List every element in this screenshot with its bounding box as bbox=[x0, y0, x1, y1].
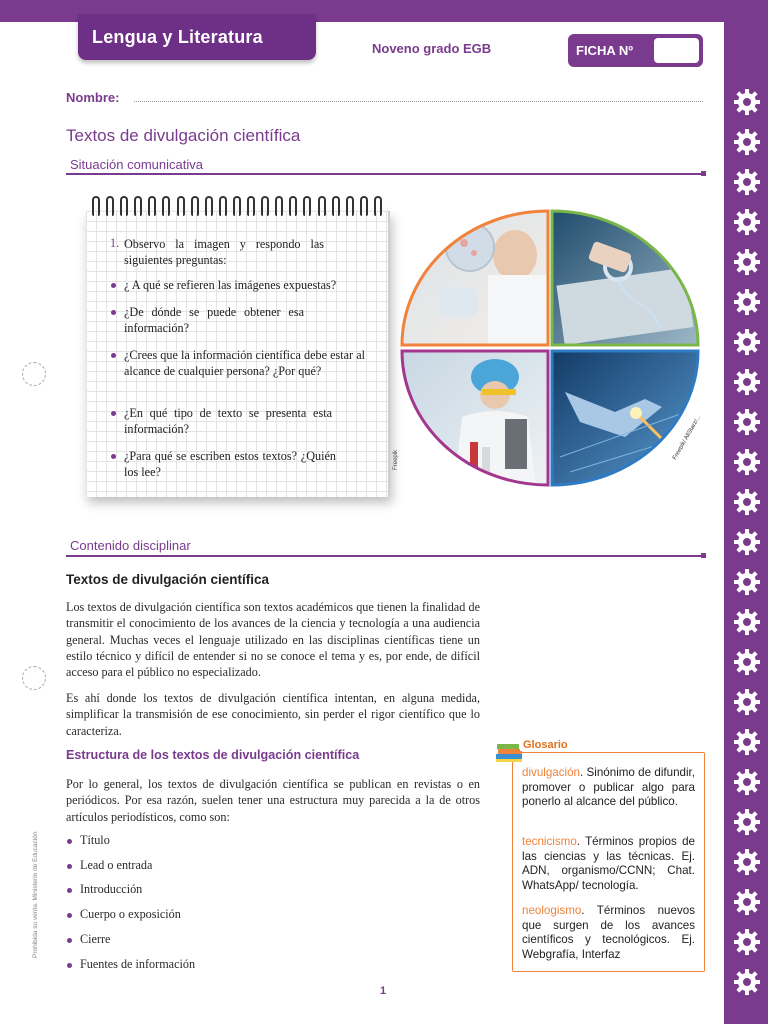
glossary-term: tecnicismo bbox=[522, 835, 577, 848]
glossary-definition: . Sinónimo de difundir, promover o publicar algo para ponerlo al alcance del público. bbox=[522, 766, 695, 809]
gear-icon bbox=[733, 368, 761, 396]
gear-icon bbox=[733, 128, 761, 156]
punch-hole bbox=[22, 666, 46, 690]
gear-icon bbox=[733, 928, 761, 956]
nombre-field[interactable] bbox=[134, 101, 703, 102]
gear-strip bbox=[724, 0, 768, 1024]
bullet bbox=[111, 411, 116, 416]
glossary-entry-neologismo bbox=[522, 904, 695, 962]
section-heading-situacion: Situación comunicativa bbox=[70, 157, 203, 172]
grade-label: Noveno grado EGB bbox=[372, 41, 492, 56]
photo-credit: Freepik/ AllStarz/... bbox=[672, 414, 703, 461]
section-heading-contenido: Contenido disciplinar bbox=[70, 538, 191, 553]
notebook-ring bbox=[346, 196, 354, 216]
gear-icon bbox=[733, 768, 761, 796]
paragraph-structure: Por lo general, los textos de divulgación científica se publican en revistas o en periódicos. Por esa razón, suelen tener una estructura muy parecida a la de otros artículos periodísticos, como son: bbox=[66, 777, 480, 824]
glossary-term: neologismo bbox=[522, 904, 582, 917]
gear-icon bbox=[733, 568, 761, 596]
ficha-label: FICHA Nº bbox=[576, 43, 633, 58]
question-item: ¿Crees que la información científica debe estar al alcance de cualquier persona? ¿Por qué? bbox=[124, 348, 365, 378]
glossary-entry-divulgacion bbox=[522, 766, 695, 810]
structure-item: Lead o entrada bbox=[80, 858, 153, 872]
question-item: ¿Para qué se escriben estos textos? ¿Quién los lee? bbox=[124, 449, 336, 479]
gear-icon bbox=[733, 88, 761, 116]
bullet bbox=[111, 454, 116, 459]
notebook-ring bbox=[219, 196, 227, 216]
gear-icon bbox=[733, 688, 761, 716]
gear-icon bbox=[733, 488, 761, 516]
gear-icon bbox=[733, 168, 761, 196]
bullet bbox=[111, 283, 116, 288]
structure-item: Fuentes de información bbox=[80, 957, 196, 971]
notebook-ring bbox=[247, 196, 255, 216]
structure-item: Cuerpo o exposición bbox=[80, 907, 181, 921]
notebook-ring bbox=[134, 196, 142, 216]
notebook-ring bbox=[148, 196, 156, 216]
structure-item: Introducción bbox=[80, 882, 143, 896]
paragraph-purpose: Es ahí donde los textos de divulgación científica intentan, en alguna medida, simplificar la transmisión de ese conocimiento, sin perder el rigor científico que lo caracteriza. bbox=[66, 691, 480, 738]
gear-icon bbox=[733, 968, 761, 996]
question-item: ¿De dónde se puede obtener esa información? bbox=[124, 305, 304, 335]
notebook-ring bbox=[191, 196, 199, 216]
page-title: Textos de divulgación científica bbox=[66, 126, 301, 145]
activity-intro: Observo la imagen y respondo las siguientes preguntas: bbox=[124, 237, 324, 267]
gear-icon bbox=[733, 608, 761, 636]
glossary-entry-tecnicismo bbox=[522, 835, 695, 893]
paragraph-definition: Los textos de divulgación científica son textos académicos que tienen la finalidad de transmitir el conocimiento de los avances de la ciencia y tecnología a una audiencia general. Muchas veces el lenguaje utilizado en las disciplinas científicas tiene un estilo técnico y difícil de entender si no se conoce el tema y es, por ende, de difícil acceso para el público no especializado. bbox=[66, 600, 480, 680]
section-divider bbox=[66, 555, 703, 557]
structure-item: Título bbox=[80, 833, 110, 847]
notebook-ring bbox=[106, 196, 114, 216]
activity-number: 1. bbox=[110, 236, 120, 250]
notebook-ring bbox=[275, 196, 283, 216]
gear-icon bbox=[733, 248, 761, 276]
notebook-ring bbox=[92, 196, 100, 216]
copyright-note: Prohibida su venta. Ministerio de Educación bbox=[32, 831, 39, 958]
notebook-ring bbox=[177, 196, 185, 216]
notebook-ring bbox=[318, 196, 326, 216]
page-number: 1 bbox=[380, 985, 387, 997]
bullet bbox=[111, 310, 116, 315]
gear-icon bbox=[733, 808, 761, 836]
bullet bbox=[67, 913, 72, 918]
notebook-credit: Freepik bbox=[393, 449, 399, 470]
ficha-badge bbox=[568, 34, 703, 67]
notebook-ring bbox=[261, 196, 269, 216]
notebook-ring bbox=[332, 196, 340, 216]
notebook-ring bbox=[120, 196, 128, 216]
notebook-ring bbox=[205, 196, 213, 216]
notebook-ring bbox=[360, 196, 368, 216]
gear-icon bbox=[733, 288, 761, 316]
gear-icon bbox=[733, 888, 761, 916]
notebook-rings bbox=[92, 196, 382, 218]
nombre-label: Nombre: bbox=[66, 90, 120, 105]
content-subtitle: Textos de divulgación científica bbox=[66, 572, 270, 587]
gear-icon bbox=[733, 728, 761, 756]
science-photo-collage bbox=[400, 207, 703, 490]
glossary-definition: . Términos nuevos que surgen de los avances científicos y tecnológicos. Ej. Webgrafía, Interfaz bbox=[522, 904, 695, 961]
ficha-number-field[interactable] bbox=[654, 38, 699, 63]
subject-title: Lengua y Literatura bbox=[78, 14, 316, 60]
glossary-title: Glosario bbox=[520, 739, 571, 751]
gear-icon bbox=[733, 208, 761, 236]
question-item: ¿En qué tipo de texto se presenta esta información? bbox=[124, 406, 332, 436]
bullet bbox=[67, 864, 72, 869]
glossary-term: divulgación bbox=[522, 766, 581, 779]
notebook-ring bbox=[374, 196, 382, 216]
notebook-ring bbox=[233, 196, 241, 216]
gear-icon bbox=[733, 648, 761, 676]
punch-hole bbox=[22, 362, 46, 386]
glossary-definition: . Términos propios de las ciencias y las técnicas. Ej. ADN, organismo/CCNN; Chat. WhatsApp/ tecnología. bbox=[522, 835, 695, 892]
bullet bbox=[67, 938, 72, 943]
gear-icon bbox=[733, 848, 761, 876]
gear-icon bbox=[733, 528, 761, 556]
notebook-ring bbox=[289, 196, 297, 216]
gear-icon bbox=[733, 448, 761, 476]
gear-icon bbox=[733, 408, 761, 436]
bullet bbox=[67, 963, 72, 968]
structure-item: Cierre bbox=[80, 932, 111, 946]
bullet bbox=[67, 839, 72, 844]
gear-icon bbox=[733, 328, 761, 356]
notebook-ring bbox=[162, 196, 170, 216]
question-item: ¿ A qué se refieren las imágenes expuestas? bbox=[124, 278, 337, 292]
bullet bbox=[67, 888, 72, 893]
structure-title: Estructura de los textos de divulgación científica bbox=[66, 748, 360, 762]
bullet bbox=[111, 353, 116, 358]
notebook-ring bbox=[303, 196, 311, 216]
section-divider bbox=[66, 173, 703, 175]
